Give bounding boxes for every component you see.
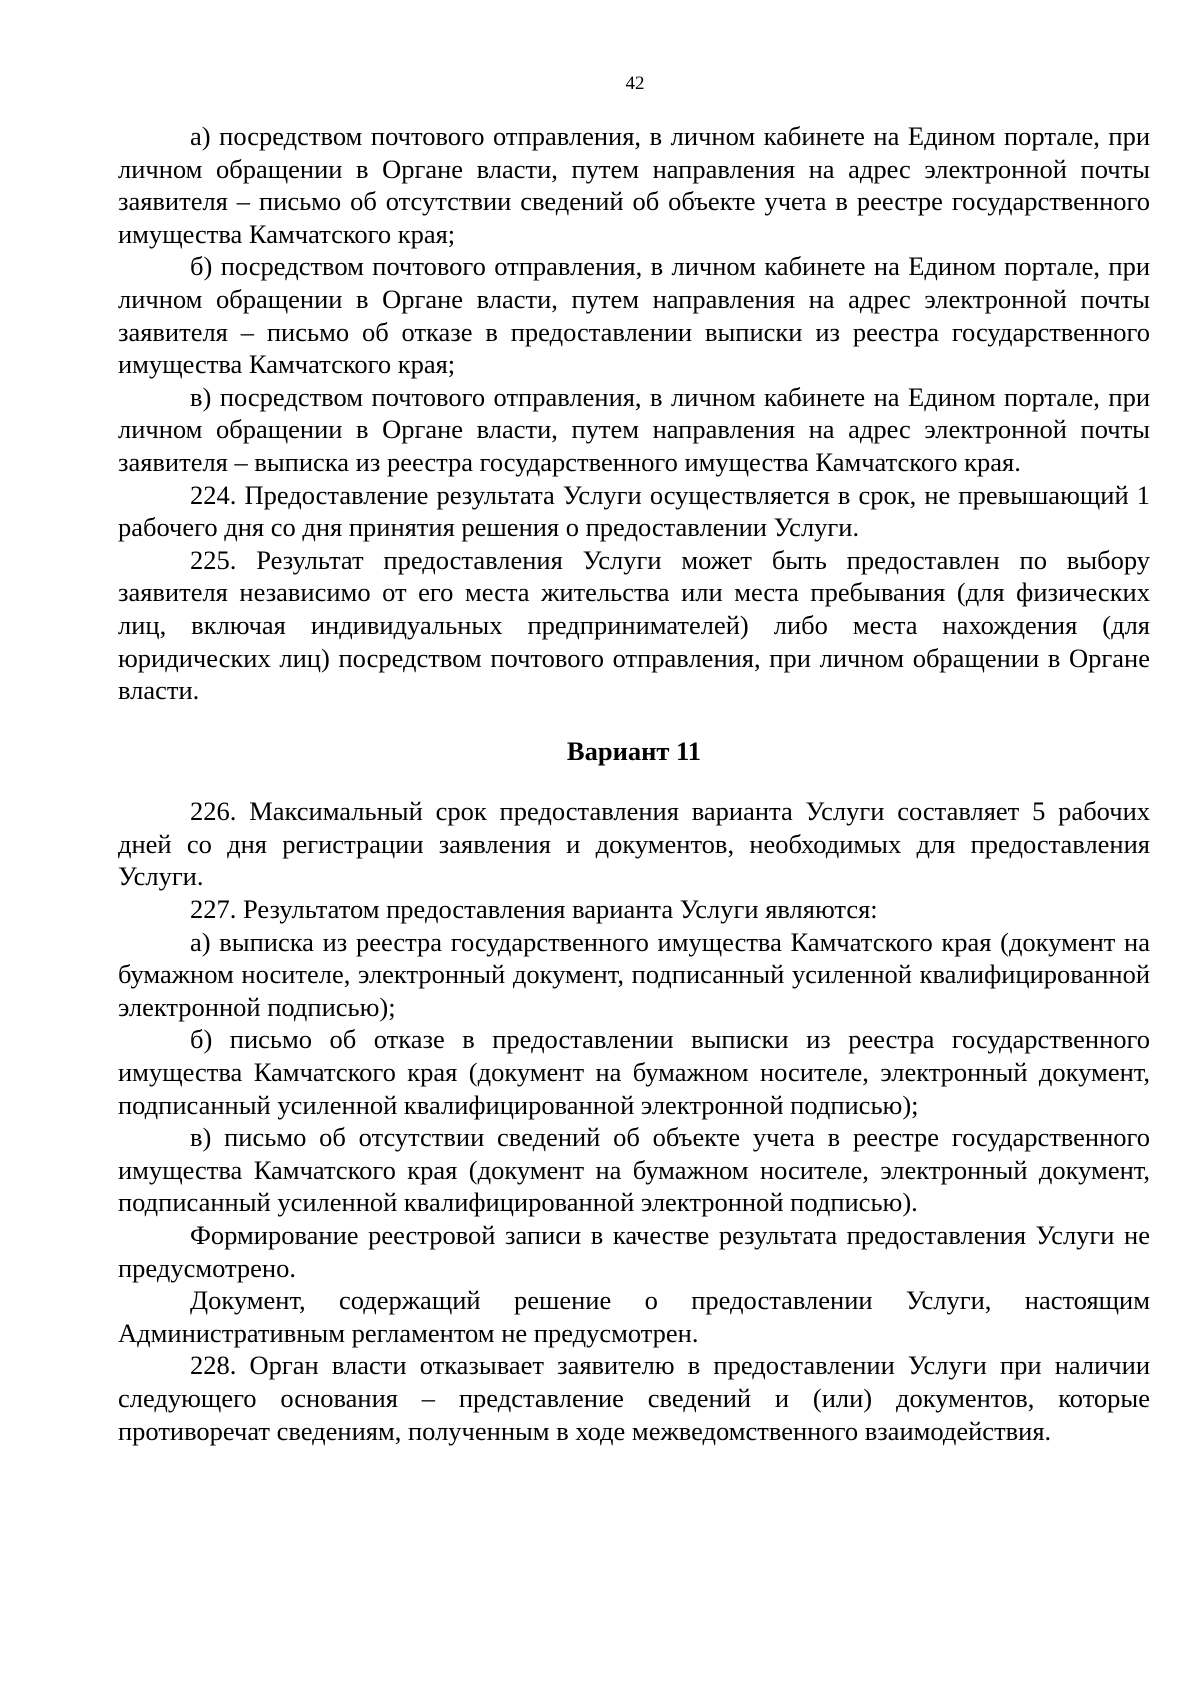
- paragraph: в) посредством почтового отправления, в личном кабинете на Едином портале, при личном обращении в Органе власти, путем направления на адрес электронной почты заявителя – выписка из реестра государственного имущества Камчатского края.: [118, 381, 1150, 477]
- paragraph: в) письмо об отсутствии сведений об объекте учета в реестре государственного имущества Камчатского края (документ на бумажном носителе, электронный документ, подписанный усиленной квалифицированной электронной подписью).: [118, 1122, 1150, 1218]
- paragraph: 228. Орган власти отказывает заявителю в предоставлении Услуги при наличии следующего основания – представление сведений и (или) документов, которые противоречат сведениям, полученным в ходе межведомственного взаимодействия.: [118, 1350, 1150, 1446]
- paragraph: Документ, содержащий решение о предоставлении Услуги, настоящим Административным регламентом не предусмотрен.: [118, 1285, 1150, 1348]
- paragraph: б) письмо об отказе в предоставлении выписки из реестра государственного имущества Камчатского края (документ на бумажном носителе, электронный документ, подписанный усиленной квалифицированной электронной подписью);: [118, 1024, 1150, 1120]
- document-body: [118, 120, 1150, 1447]
- paragraph: Формирование реестровой записи в качестве результата предоставления Услуги не предусмотрено.: [118, 1220, 1150, 1283]
- page-number: 42: [625, 73, 645, 94]
- paragraph: 226. Максимальный срок предоставления варианта Услуги составляет 5 рабочих дней со дня регистрации заявления и документов, необходимых для предоставления Услуги.: [118, 796, 1150, 892]
- paragraph: б) посредством почтового отправления, в личном кабинете на Едином портале, при личном обращении в Органе власти, путем направления на адрес электронной почты заявителя – письмо об отказе в предоставлении выписки из реестра государственного имущества Камчатского края;: [118, 251, 1150, 380]
- paragraph: 224. Предоставление результата Услуги осуществляется в срок, не превышающий 1 рабочего дня со дня принятия решения о предоставлении Услуги.: [118, 479, 1150, 543]
- section-heading: Вариант 11: [566, 735, 702, 766]
- paragraph: 227. Результатом предоставления варианта Услуги являются:: [190, 894, 878, 925]
- paragraph: а) посредством почтового отправления, в личном кабинете на Едином портале, при личном обращении в Органе власти, путем направления на адрес электронной почты заявителя – письмо об отсутствии сведений об объекте учета в реестре государственного имущества Камчатского края;: [118, 121, 1150, 249]
- paragraph: 225. Результат предоставления Услуги может быть предоставлен по выбору заявителя независимо от его места жительства или места пребывания (для физических лиц, включая индивидуальных предпринимателей) либо места нахождения (для юридических лиц) посредством почтового отправления, при личном обращении в Органе власти.: [118, 544, 1150, 706]
- paragraph: а) выписка из реестра государственного имущества Камчатского края (документ на бумажном носителе, электронный документ, подписанный усиленной квалифицированной электронной подписью);: [118, 926, 1150, 1022]
